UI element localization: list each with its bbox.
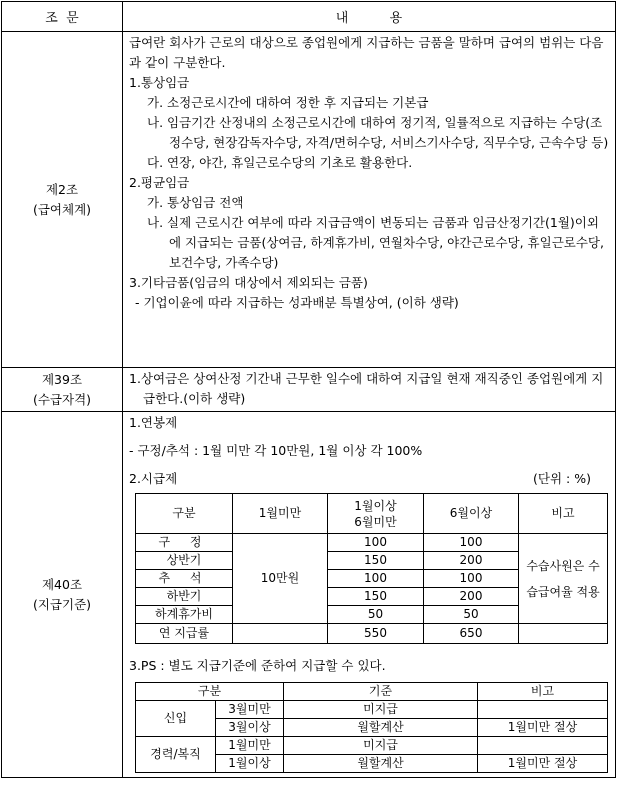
bonus-under1-value: 10만원 bbox=[233, 534, 328, 624]
ps-group-label: 신입 bbox=[136, 701, 216, 737]
article-2-s1-title: 1.통상임금 bbox=[129, 75, 190, 90]
article-2-s1-c: 다. 연장, 야간, 휴일근로수당의 기초로 활용한다. bbox=[147, 155, 413, 170]
bonus-total-label: 연 지급률 bbox=[136, 624, 233, 644]
bonus-header-1to6: 1월이상 6월미만 bbox=[328, 494, 424, 534]
bonus-rate-table bbox=[135, 493, 608, 644]
article-2-number: 제2조 bbox=[45, 181, 79, 197]
bonus-header-note: 비고 bbox=[519, 494, 608, 534]
article-39-number: 제39조 bbox=[41, 371, 83, 387]
bonus-row-label: 상반기 bbox=[136, 552, 233, 570]
article-2-clause bbox=[2, 32, 123, 368]
article-40-s2-title: 2.시급제 bbox=[129, 471, 178, 486]
regulation-table bbox=[1, 1, 616, 778]
table-row bbox=[136, 534, 608, 552]
article-40-content bbox=[123, 412, 616, 778]
bonus-row-label: 구 정 bbox=[136, 534, 233, 552]
ps-header-note: 비고 bbox=[478, 683, 608, 701]
article-2-row bbox=[2, 32, 616, 368]
header-row bbox=[2, 2, 616, 32]
ps-period: 1월이상 bbox=[216, 755, 284, 773]
table-row bbox=[136, 701, 608, 719]
bonus-row-label: 하반기 bbox=[136, 588, 233, 606]
ps-table-header bbox=[136, 683, 608, 701]
article-2-s2-a: 가. 통상임금 전액 bbox=[147, 195, 244, 210]
article-2-s2-title: 2.평균임금 bbox=[129, 175, 190, 190]
ps-note: 1월미만 절상 bbox=[478, 719, 608, 737]
bonus-cell: 50 bbox=[328, 606, 424, 624]
ps-period: 3월이상 bbox=[216, 719, 284, 737]
bonus-cell: 150 bbox=[328, 552, 424, 570]
article-39-clause bbox=[2, 368, 123, 412]
article-40-s1-text: - 구정/추석 : 1월 미만 각 10만원, 1월 이상 각 100% bbox=[129, 443, 423, 458]
article-40-number: 제40조 bbox=[41, 576, 83, 592]
header-content: 내 용 bbox=[123, 2, 616, 32]
article-40-clause bbox=[2, 412, 123, 778]
ps-rule: 미지급 bbox=[284, 737, 478, 755]
article-39-content bbox=[123, 368, 616, 412]
bonus-row-label: 하계휴가비 bbox=[136, 606, 233, 624]
bonus-cell bbox=[233, 624, 328, 644]
article-39-title: (수급자격) bbox=[32, 391, 92, 407]
bonus-cell: 100 bbox=[424, 570, 519, 588]
bonus-cell bbox=[519, 624, 608, 644]
ps-header-rule: 기준 bbox=[284, 683, 478, 701]
bonus-header-over6: 6월이상 bbox=[424, 494, 519, 534]
article-40-s3-title: 3.PS : 별도 지급기준에 준하여 지급할 수 있다. bbox=[129, 658, 386, 673]
bonus-header-under1: 1월미만 bbox=[233, 494, 328, 534]
ps-note bbox=[478, 737, 608, 755]
bonus-cell: 100 bbox=[424, 534, 519, 552]
ps-table bbox=[135, 682, 608, 773]
bonus-cell: 200 bbox=[424, 552, 519, 570]
ps-rule: 월할계산 bbox=[284, 755, 478, 773]
ps-period: 3월미만 bbox=[216, 701, 284, 719]
bonus-header-category: 구분 bbox=[136, 494, 233, 534]
article-2-title: (급여체계) bbox=[32, 201, 92, 217]
bonus-cell: 150 bbox=[328, 588, 424, 606]
bonus-cell: 200 bbox=[424, 588, 519, 606]
article-2-s1-b: 나. 임금기간 산정내의 소정근로시간에 대하여 정기적, 일률적으로 지급하는 수당(조정수당, 현장감독자수당, 자격/면허수당, 서비스기사수당, 직무수당, 근속수당 등) bbox=[147, 115, 609, 150]
bonus-total-cell: 550 bbox=[328, 624, 424, 644]
article-2-s3-a: - 기업이윤에 따라 지급하는 성과배분 특별상여, (이하 생략) bbox=[135, 295, 459, 310]
bonus-cell: 50 bbox=[424, 606, 519, 624]
article-39-text: 1.상여금은 상여산정 기간내 근무한 일수에 대하여 지급일 현재 재직중인 종업원에게 지급한다.(이하 생략) bbox=[129, 371, 604, 406]
bonus-cell: 100 bbox=[328, 570, 424, 588]
article-2-s2-b: 나. 실제 근로시간 여부에 따라 지급금액이 변동되는 금품과 임금산정기간(1월)이외에 지급되는 금품(상여금, 하계휴가비, 연월차수당, 야간근로수당, 휴일근로수당, 보건수당, 가족수당) bbox=[147, 215, 604, 270]
ps-header-category: 구분 bbox=[136, 683, 284, 701]
table-row bbox=[136, 624, 608, 644]
article-2-s3-title: 3.기타금품(임금의 대상에서 제외되는 금품) bbox=[129, 275, 368, 290]
article-40-unit-label: (단위 : %) bbox=[533, 471, 591, 486]
ps-note bbox=[478, 701, 608, 719]
ps-note: 1월미만 절상 bbox=[478, 755, 608, 773]
bonus-row-label: 추 석 bbox=[136, 570, 233, 588]
ps-period: 1월미만 bbox=[216, 737, 284, 755]
ps-rule: 미지급 bbox=[284, 701, 478, 719]
bonus-cell: 100 bbox=[328, 534, 424, 552]
article-2-s1-a: 가. 소정근로시간에 대하여 정한 후 지급되는 기본급 bbox=[147, 95, 429, 110]
article-40-title: (지급기준) bbox=[32, 596, 92, 612]
ps-group-label: 경력/복직 bbox=[136, 737, 216, 773]
ps-rule: 월할계산 bbox=[284, 719, 478, 737]
article-39-row bbox=[2, 368, 616, 412]
article-2-content bbox=[123, 32, 616, 368]
bonus-total-cell: 650 bbox=[424, 624, 519, 644]
article-2-intro: 급여란 회사가 근로의 대상으로 종업원에게 지급하는 금품을 말하며 급여의 범위는 다음과 같이 구분한다. bbox=[129, 35, 604, 70]
table-row bbox=[136, 737, 608, 755]
header-clause: 조 문 bbox=[2, 2, 123, 32]
article-40-s1-title: 1.연봉제 bbox=[129, 415, 178, 430]
bonus-table-header bbox=[136, 494, 608, 534]
bonus-note: 수습사원은 수습급여율 적용 bbox=[519, 534, 608, 624]
article-40-row bbox=[2, 412, 616, 778]
